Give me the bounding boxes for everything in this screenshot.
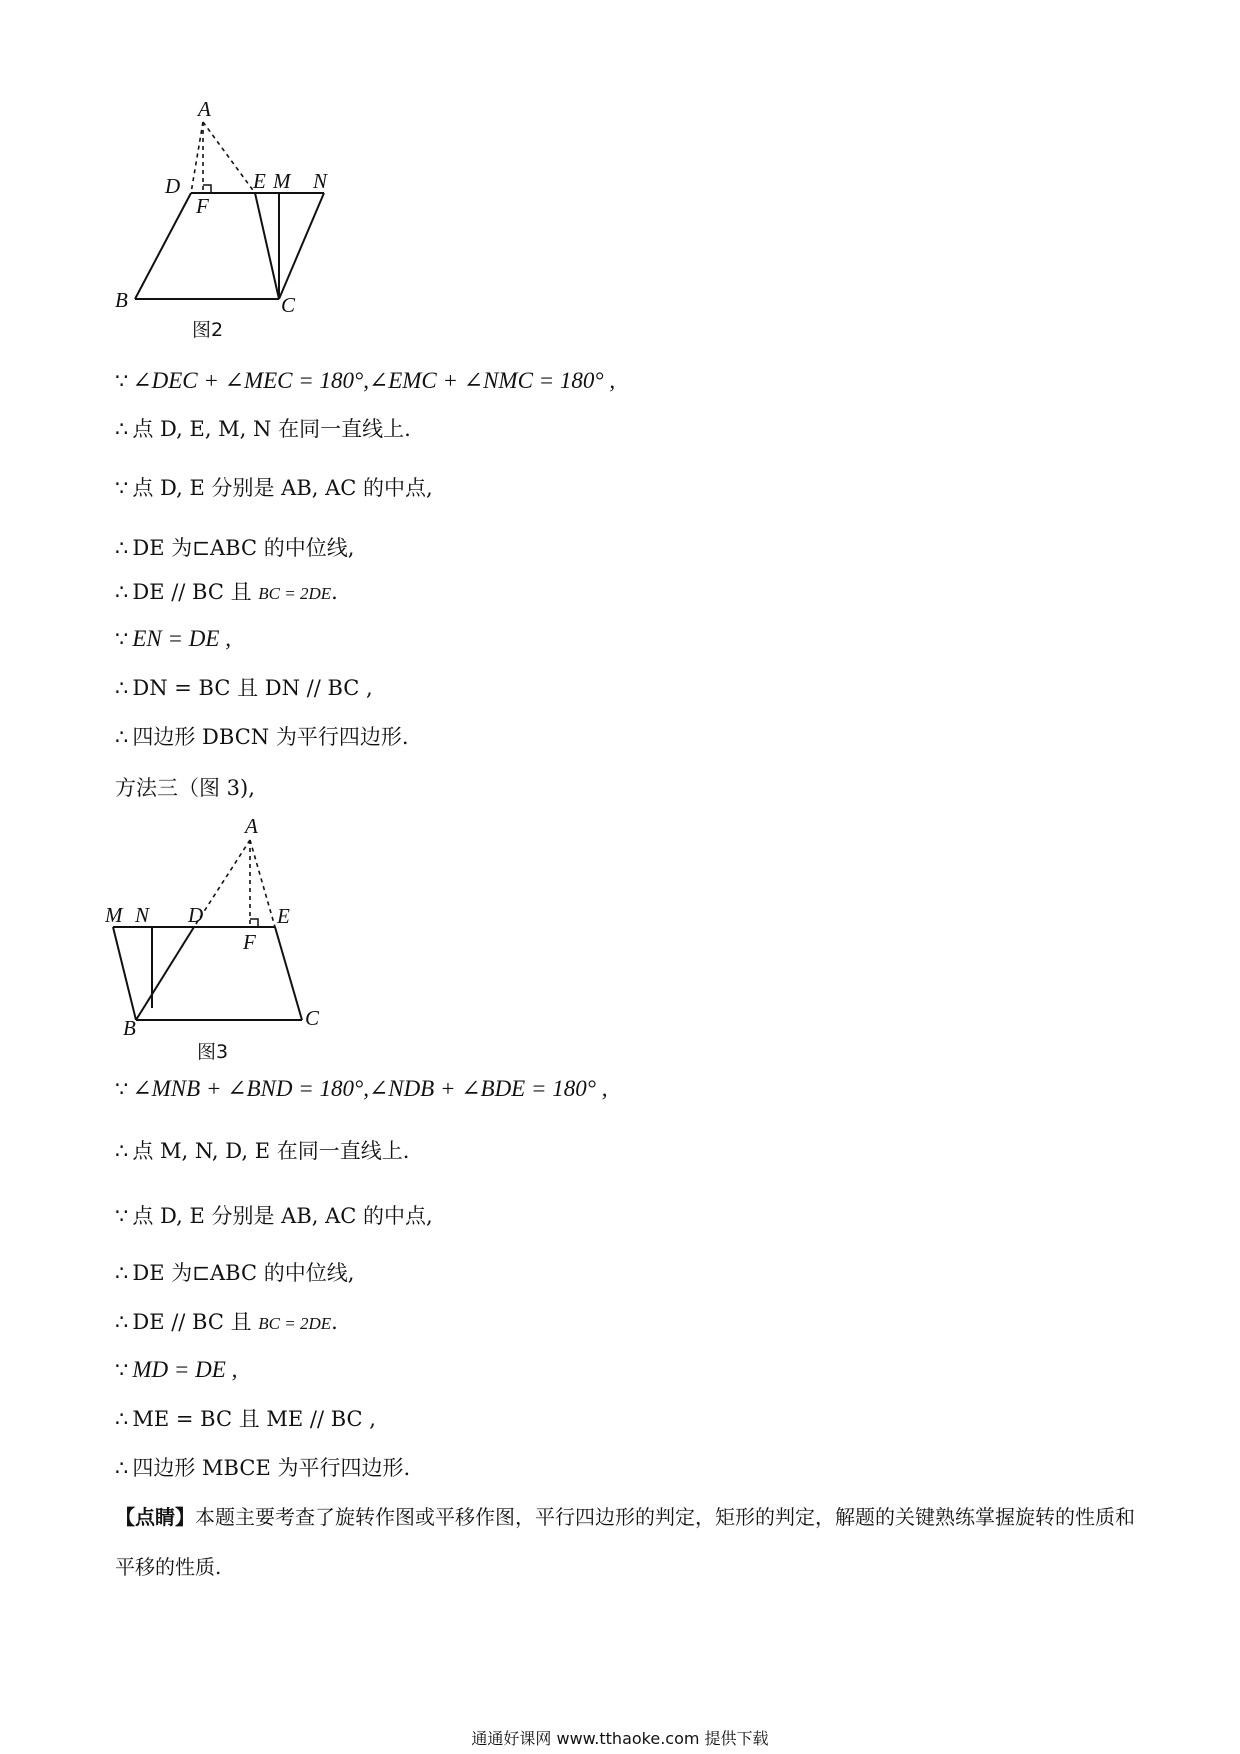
segment-ae-dashed [250, 840, 275, 927]
proof-line: ∴ DE // BC 且 BC = 2DE. [115, 1310, 338, 1334]
proof-line: ∵ EN = DE , [115, 626, 231, 651]
label-m: M [105, 903, 123, 927]
comment-paragraph [115, 1492, 1135, 1592]
proof-line: ∴ DE 为⊏ABC 的中位线, [115, 536, 355, 560]
segment-ae-dashed [203, 122, 255, 193]
label-d: D [165, 174, 181, 198]
comment-tag: 【点睛】 [115, 1505, 195, 1529]
proof-line: ∴ 点 D, E, M, N 在同一直线上. [115, 417, 411, 441]
segment-ad-dashed [191, 122, 203, 193]
label-f: F [196, 194, 209, 218]
figure-2 [105, 100, 355, 345]
label-c: C [305, 1006, 320, 1030]
label-a: A [245, 815, 258, 838]
comment-text: 本题主要考查了旋转作图或平移作图，平行四边形的判定，矩形的判定，解题的关键熟练掌握旋转的性质和平移的性质. [115, 1505, 1135, 1579]
segment-ec [255, 193, 279, 299]
proof-line: ∵ 点 D, E 分别是 AB, AC 的中点, [115, 476, 433, 500]
method-3-heading: 方法三（图 3), [115, 776, 255, 800]
proof-line: ∵ ∠DEC + ∠MEC = 180°,∠EMC + ∠NMC = 180° , [115, 368, 616, 393]
label-b: B [115, 288, 128, 312]
right-angle-mark [250, 919, 258, 927]
figure-2-caption: 图2 [192, 319, 224, 341]
figure-3-caption: 图3 [197, 1041, 229, 1063]
proof-line: ∴ DE // BC 且 BC = 2DE. [115, 580, 338, 604]
label-m: M [273, 169, 291, 193]
label-d: D [188, 903, 204, 927]
proof-line: ∵ 点 D, E 分别是 AB, AC 的中点, [115, 1204, 433, 1228]
label-a: A [198, 100, 211, 121]
segment-bd [136, 927, 194, 1020]
segment-mb [113, 927, 136, 1020]
proof-line: ∴ 四边形 DBCN 为平行四边形. [115, 725, 409, 749]
figure-3 [105, 815, 345, 1065]
segment-ec [275, 927, 302, 1020]
proof-line: ∴ 四边形 MBCE 为平行四边形. [115, 1456, 411, 1480]
segment-bd [135, 193, 191, 299]
segment-nc [279, 193, 324, 299]
label-e: E [253, 169, 266, 193]
label-n: N [135, 903, 150, 927]
page-footer: 通通好课网 www.tthaoke.com 提供下载 [471, 1729, 769, 1748]
label-e: E [277, 904, 290, 928]
proof-line: ∴ DE 为⊏ABC 的中位线, [115, 1261, 355, 1285]
label-n: N [313, 169, 328, 193]
label-b: B [123, 1016, 136, 1040]
proof-line: ∴ DN = BC 且 DN // BC , [115, 676, 373, 700]
proof-line: ∴ ME = BC 且 ME // BC , [115, 1407, 376, 1431]
right-angle-mark [203, 185, 211, 193]
label-c: C [281, 293, 296, 317]
proof-line: ∵ ∠MNB + ∠BND = 180°,∠NDB + ∠BDE = 180° , [115, 1076, 608, 1101]
proof-line: ∵ MD = DE , [115, 1357, 238, 1382]
label-f: F [243, 930, 256, 954]
proof-line: ∴ 点 M, N, D, E 在同一直线上. [115, 1139, 410, 1163]
